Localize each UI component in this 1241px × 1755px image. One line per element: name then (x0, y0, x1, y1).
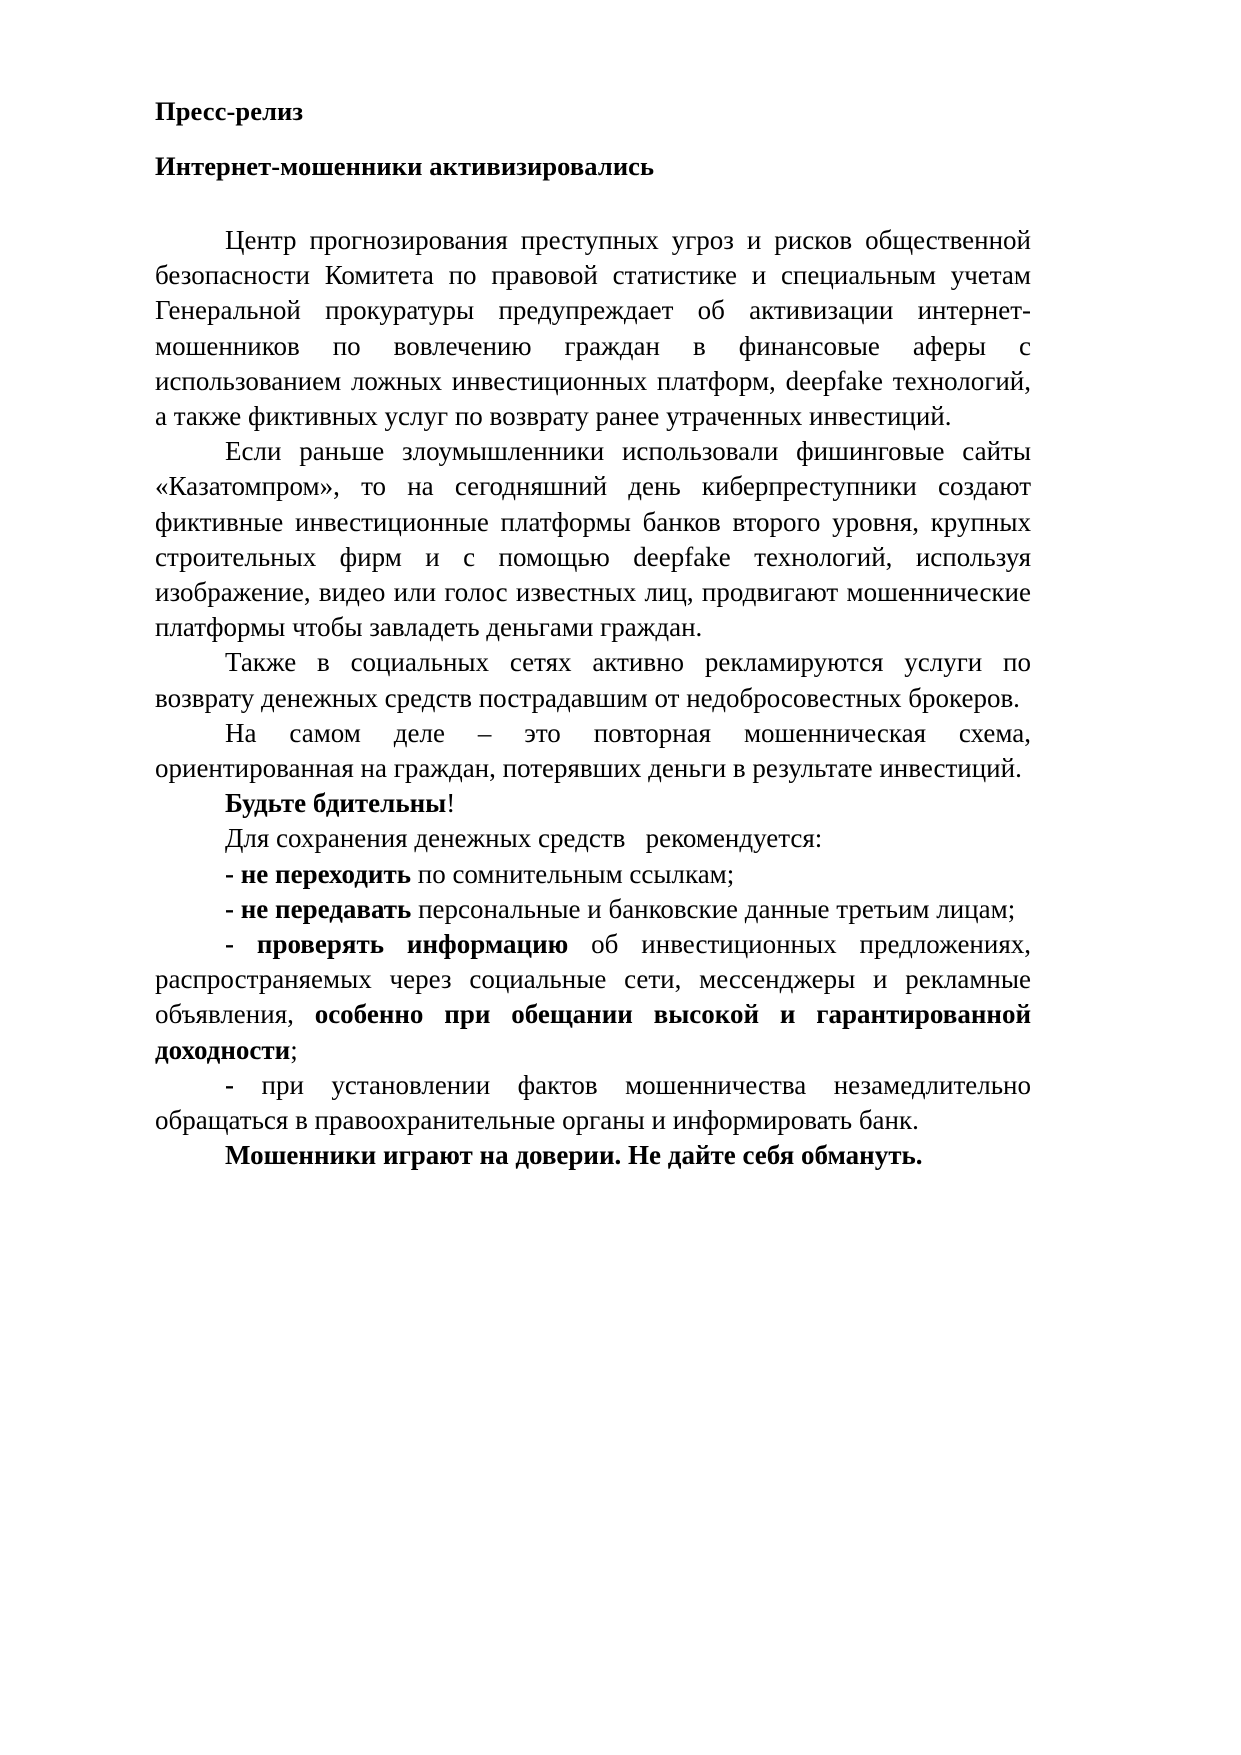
recommendation-bold-1: не переходить (234, 858, 411, 889)
paragraph-repeat-scheme: На самом деле – это повторная мошенническая схема, ориентированная на граждан, потерявших деньги в результате инвестиций. (155, 717, 1031, 784)
recommendations-lead-text: Для сохранения денежных средств (225, 823, 626, 854)
recommendation-bullet-1: - (225, 858, 234, 889)
recommendation-item-4 (155, 1068, 1031, 1138)
callout-be-vigilant-bold: Будьте бдительны (225, 788, 447, 819)
recommendation-bold-3b: особенно при обещании высокой и гарантированной доходности (155, 999, 1031, 1065)
heading-spacer (155, 179, 1031, 223)
recommendation-text-3b: ; (290, 1034, 298, 1065)
document-body (155, 98, 1031, 1173)
recommendation-item-2 (155, 892, 1031, 927)
page-title: Интернет-мошенники активизировались (155, 150, 655, 181)
recommendation-text-2: персональные и банковские данные третьим лицам; (411, 893, 1016, 924)
callout-be-vigilant-exclamation: ! (446, 788, 456, 819)
recommendation-bullet-4: - (225, 1069, 234, 1100)
recommendations-lead-gap (625, 823, 645, 853)
recommendation-bold-3: проверять информацию (234, 929, 569, 960)
closing-statement: Мошенники играют на доверии. Не дайте себя обмануть. (225, 1140, 923, 1171)
callout-be-vigilant (155, 786, 1031, 821)
recommendation-text-1: по сомнительным ссылкам; (411, 858, 735, 889)
recommendation-bold-2: не передавать (234, 893, 412, 924)
recommendation-bullet-2: - (225, 893, 234, 924)
recommendations-lead-in (155, 821, 1031, 856)
paragraph-social-networks: Также в социальных сетях активно рекламируются услуги по возврату денежных средств пострадавшим от недобросовестных брокеров. (155, 647, 1031, 713)
recommendation-text-4: при установлении фактов мошенничества незамедлительно обращаться в правоохранительные органы и информировать банк. (155, 1069, 1031, 1136)
recommendation-item-3 (155, 927, 1031, 1068)
recommendation-bullet-3: - (225, 929, 234, 960)
press-release-label: Пресс-релиз (155, 96, 304, 126)
paragraph-intro: Центр прогнозирования преступных угроз и рисков общественной безопасности Комитета по правовой статистике и специальным учетам Генеральной прокуратуры предупреждает об активизации интернет-мошенников по вовлечению граждан в финансовые аферы с использованием ложных инвестиционных платформ, deepfake технологий, а также фиктивных услуг по возврату ранее утраченных инвестиций. (155, 225, 1031, 432)
recommendation-text-3a: об инвестиционных предложениях, распространяемых через социальные сети, мессенджеры и рекламные объявления, (155, 929, 1031, 1030)
paragraph-phishing-history: Если раньше злоумышленники использовали фишинговые сайты «Казатомпром», то на сегодняшний день киберпреступники создают фиктивные инвестиционные платформы банков второго уровня, крупных строительных фирм и с помощью deepfake технологий, используя изображение, видео или голос известных лиц, продвигают мошеннические платформы чтобы завладеть деньгами граждан. (155, 436, 1031, 643)
recommendations-lead-tail: рекомендуется: (645, 823, 823, 854)
recommendation-item-1 (155, 857, 1031, 892)
